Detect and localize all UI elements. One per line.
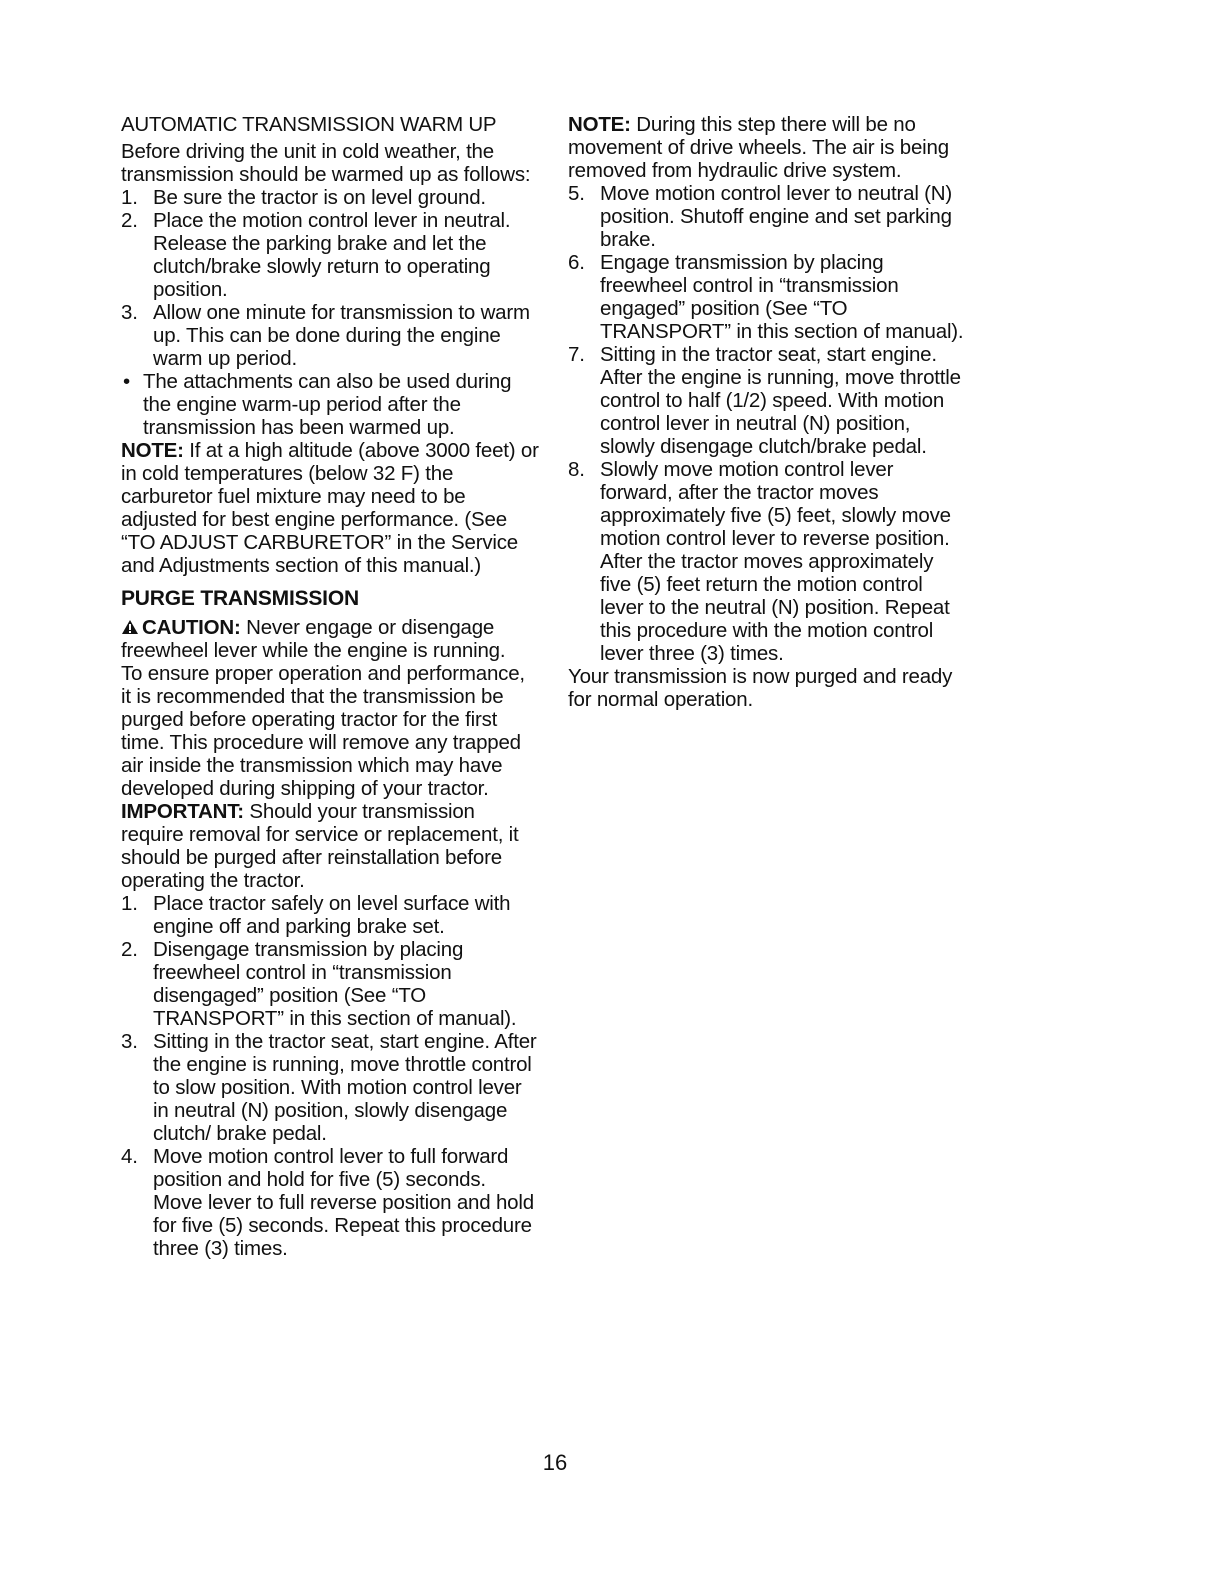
step-number: 8. <box>568 458 585 481</box>
list-item <box>568 458 968 665</box>
note-text: During this step there will be no movement of drive wheels. The air is being removed from hydraulic drive system. <box>568 113 949 182</box>
left-column <box>121 113 539 1260</box>
caution-paragraph <box>121 616 539 662</box>
warmup-bullet <box>121 370 539 439</box>
step-text: Move motion control lever to neutral (N) position. Shutoff engine and set parking brake. <box>600 182 953 251</box>
important-text: Should your transmission require removal for service or replacement, it should be purged after reinstallation before operating the tractor. <box>121 800 519 892</box>
step-number: 1. <box>121 186 138 209</box>
purge-steps <box>121 892 539 1260</box>
list-item <box>121 1145 539 1260</box>
warmup-steps <box>121 186 539 370</box>
step-text: Sitting in the tractor seat, start engine. After the engine is running, move throttle control to slow position. With motion control lever in neutral (N) position, slowly disengage clutch/ brake pedal. <box>153 1030 537 1145</box>
right-column <box>568 113 968 711</box>
purge-steps-continued <box>568 182 968 665</box>
warmup-intro: Before driving the unit in cold weather, the transmission should be warmed up as follows: <box>121 140 531 186</box>
step-text: Allow one minute for transmission to warm up. This can be done during the engine warm up period. <box>153 301 530 370</box>
purge-intro: To ensure proper operation and performance, it is recommended that the transmission be purged before operating tractor for the first time. This procedure will remove any trapped air inside the transmission which may have developed during shipping of your tractor. <box>121 662 525 800</box>
step-text: Disengage transmission by placing freewheel control in “transmission disengaged” position (See “TO TRANSPORT” in this section of manual). <box>153 938 517 1030</box>
step-number: 6. <box>568 251 585 274</box>
bullet-icon: • <box>123 370 130 393</box>
step-number: 4. <box>121 1145 138 1168</box>
step-number: 3. <box>121 301 138 324</box>
step-number: 1. <box>121 892 138 915</box>
step-number: 2. <box>121 938 138 961</box>
drive-wheels-note <box>568 113 968 182</box>
bullet-text: The attachments can also be used during the engine warm-up period after the transmission has been warmed up. <box>143 370 512 439</box>
list-item <box>568 182 968 251</box>
note-text: If at a high altitude (above 3000 feet) or in cold temperatures (below 32 F) the carburetor fuel mixture may need to be adjusted for best engine performance. (See “TO ADJUST CARBURETOR” in the Service and Adjustments section of this manual.) <box>121 439 539 577</box>
step-text: Move motion control lever to full forward position and hold for five (5) seconds. Move lever to full reverse position and hold for five (5) seconds. Repeat this procedure three (3) times. <box>153 1145 534 1260</box>
page-number: 16 <box>542 1450 568 1475</box>
list-item <box>121 1030 539 1145</box>
step-number: 7. <box>568 343 585 366</box>
step-text: Place tractor safely on level surface with engine off and parking brake set. <box>153 892 511 938</box>
warmup-heading: AUTOMATIC TRANSMISSION WARM UP <box>121 113 497 136</box>
important-paragraph <box>121 800 539 892</box>
note-label: NOTE: <box>121 439 184 462</box>
step-number: 2. <box>121 209 138 232</box>
list-item <box>568 343 968 458</box>
purge-heading: PURGE TRANSMISSION <box>121 587 359 610</box>
list-item <box>121 209 539 301</box>
important-label: IMPORTANT: <box>121 800 244 823</box>
step-text: Slowly move motion control lever forward, after the tractor moves approximately five (5) feet, slowly move motion control lever to reverse position. After the tractor moves approximately five (5) feet return the motion control lever to the neutral (N) position. Repeat this procedure with the motion control lever three (3) times. <box>600 458 951 665</box>
warning-triangle-icon <box>121 617 139 633</box>
warmup-note <box>121 439 539 577</box>
list-item <box>121 938 539 1030</box>
step-text: Be sure the tractor is on level ground. <box>153 186 486 209</box>
list-item <box>121 301 539 370</box>
step-text: Engage transmission by placing freewheel control in “transmission engaged” position (See “TO TRANSPORT” in this section of manual). <box>600 251 964 343</box>
step-number: 3. <box>121 1030 138 1053</box>
note-label: NOTE: <box>568 113 631 136</box>
caution-text: Never engage or disengage freewheel lever while the engine is running. <box>121 616 506 662</box>
list-item <box>568 251 968 343</box>
list-item <box>121 186 539 209</box>
caution-label: CAUTION: <box>142 616 241 639</box>
step-text: Sitting in the tractor seat, start engine. After the engine is running, move throttle control to half (1/2) speed. With motion control lever in neutral (N) position, slowly disengage clutch/brake pedal. <box>600 343 961 458</box>
step-number: 5. <box>568 182 585 205</box>
closing-text: Your transmission is now purged and ready for normal operation. <box>568 665 953 711</box>
step-text: Place the motion control lever in neutral. Release the parking brake and let the clutch/brake slowly return to operating position. <box>153 209 511 301</box>
list-item <box>121 892 539 938</box>
